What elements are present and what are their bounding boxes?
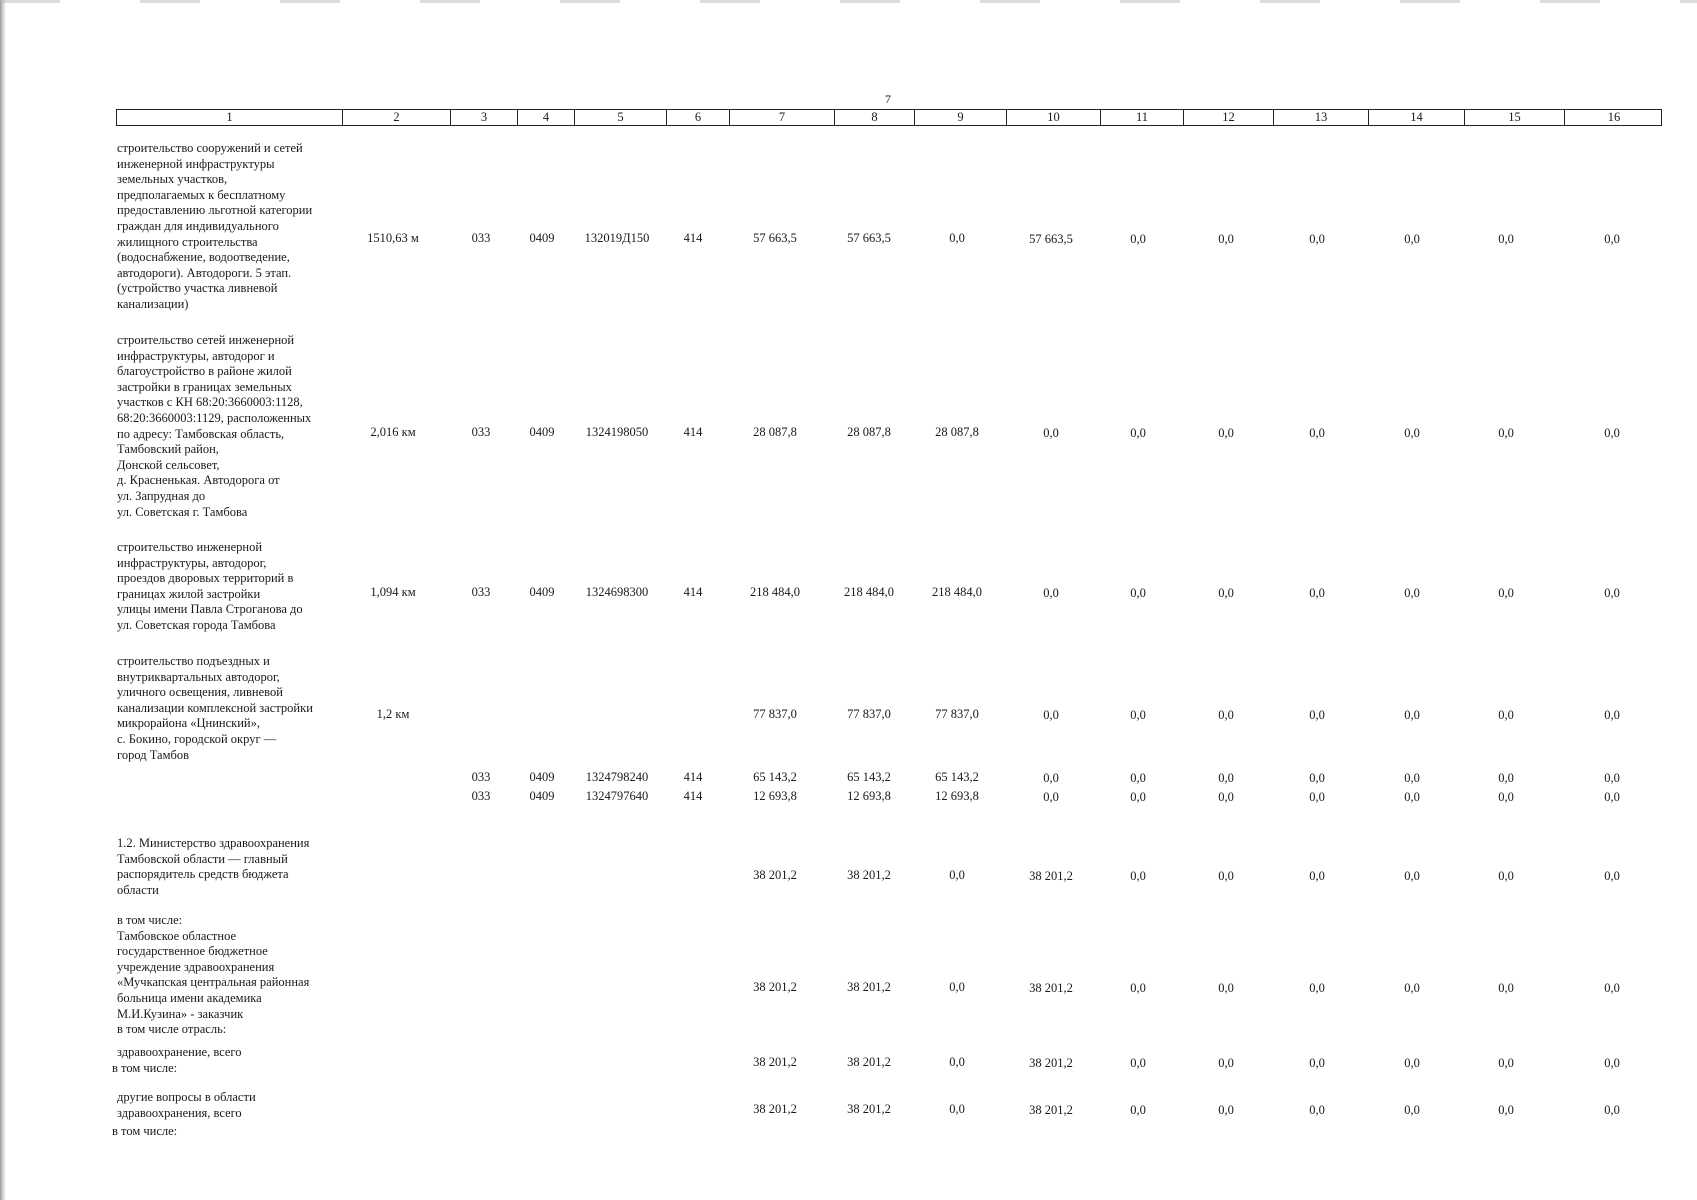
description-line: улицы имени Павла Строганова до <box>117 602 303 617</box>
table-cell-col-12: 0,0 <box>1218 790 1234 804</box>
row-description <box>117 540 342 634</box>
table-cell-col-4: 0409 <box>529 789 555 803</box>
table-cell-col-3: 033 <box>471 231 491 245</box>
table-cell-col-9: 12 693,8 <box>935 789 979 803</box>
table-cell-col-7: 28 087,8 <box>753 425 797 439</box>
table-cell-col-16: 0,0 <box>1604 708 1620 722</box>
table-cell-col-13: 0,0 <box>1309 426 1325 440</box>
row-description <box>117 333 342 520</box>
table-cell-col-12: 0,0 <box>1218 771 1234 785</box>
table-cell-col-15: 0,0 <box>1498 586 1514 600</box>
description-line: предоставлению льготной категории <box>117 203 313 218</box>
table-cell-col-10: 38 201,2 <box>1029 1103 1073 1117</box>
header-cell-2: 2 <box>342 110 450 125</box>
table-cell-col-10: 0,0 <box>1043 790 1059 804</box>
description-line: Тамбовской области — главный <box>117 851 288 866</box>
row-description <box>117 141 342 313</box>
table-cell-col-11: 0,0 <box>1130 232 1146 246</box>
row-description <box>117 1090 342 1121</box>
table-cell-col-15: 0,0 <box>1498 869 1514 883</box>
table-cell-col-14: 0,0 <box>1404 586 1420 600</box>
table-cell-col-13: 0,0 <box>1309 771 1325 785</box>
description-line: земельных участков, <box>117 172 228 187</box>
description-line: 1.2. Министерство здравоохранения <box>117 836 310 850</box>
table-cell-col-12: 0,0 <box>1218 869 1234 883</box>
description-line: Донской сельсовет, <box>117 457 220 472</box>
table-cell-col-7: 12 693,8 <box>753 789 797 803</box>
table-cell-col-6: 414 <box>683 770 703 784</box>
table-cell-col-7: 65 143,2 <box>753 770 797 784</box>
table-cell-col-13: 0,0 <box>1309 586 1325 600</box>
table-header-row <box>116 109 1662 126</box>
table-cell-col-13: 0,0 <box>1309 232 1325 246</box>
description-line: граждан для индивидуального <box>117 218 279 233</box>
table-cell-col-16: 0,0 <box>1604 426 1620 440</box>
table-cell-col-11: 0,0 <box>1130 1056 1146 1070</box>
table-cell-col-7: 38 201,2 <box>753 1055 797 1069</box>
table-cell-col-4: 0409 <box>529 585 555 599</box>
table-cell-col-13: 0,0 <box>1309 869 1325 883</box>
description-line: строительство сооружений и сетей <box>117 141 303 155</box>
table-cell-col-15: 0,0 <box>1498 771 1514 785</box>
table-cell-col-11: 0,0 <box>1130 869 1146 883</box>
header-cell-4: 4 <box>517 110 574 125</box>
table-cell-col-13: 0,0 <box>1309 790 1325 804</box>
table-cell-col-4: 0409 <box>529 770 555 784</box>
description-line: строительство инженерной <box>117 540 263 554</box>
table-cell-col-9: 0,0 <box>949 868 965 882</box>
table-cell-col-7: 38 201,2 <box>753 980 797 994</box>
table-cell-col-7: 77 837,0 <box>753 707 797 721</box>
table-cell-col-13: 0,0 <box>1309 1103 1325 1117</box>
description-line: участков с КН 68:20:3660003:1128, <box>117 395 303 410</box>
table-cell-col-2: 2,016 км <box>370 425 416 439</box>
row-description <box>117 913 342 1038</box>
table-cell-col-16: 0,0 <box>1604 771 1620 785</box>
table-cell-col-12: 0,0 <box>1218 586 1234 600</box>
table-cell-col-14: 0,0 <box>1404 790 1420 804</box>
description-line: с. Бокино, городской округ — <box>117 731 277 746</box>
description-line: здравоохранение, всего <box>117 1045 242 1059</box>
header-cell-3: 3 <box>450 110 517 125</box>
description-line: инфраструктуры, автодорог и <box>117 348 275 363</box>
table-cell-col-4: 0409 <box>529 231 555 245</box>
table-cell-col-9: 0,0 <box>949 1102 965 1116</box>
table-cell-col-12: 0,0 <box>1218 1056 1234 1070</box>
table-cell-col-14: 0,0 <box>1404 1103 1420 1117</box>
table-cell-col-15: 0,0 <box>1498 232 1514 246</box>
table-cell-col-16: 0,0 <box>1604 232 1620 246</box>
description-line: внутриквартальных автодорог, <box>117 669 280 684</box>
description-line: больница имени академика <box>117 990 262 1005</box>
table-cell-col-10: 0,0 <box>1043 586 1059 600</box>
description-line: по адресу: Тамбовская область, <box>117 426 285 441</box>
table-cell-col-15: 0,0 <box>1498 708 1514 722</box>
table-cell-col-16: 0,0 <box>1604 586 1620 600</box>
table-cell-col-6: 414 <box>683 789 703 803</box>
table-cell-col-16: 0,0 <box>1604 1103 1620 1117</box>
table-cell-col-7: 38 201,2 <box>753 1102 797 1116</box>
row-description <box>117 1045 342 1061</box>
description-line: автодороги). Автодороги. 5 этап. <box>117 265 292 280</box>
description-line: «Мучкапская центральная районная <box>117 975 310 990</box>
description-line: инфраструктуры, автодорог, <box>117 555 267 570</box>
table-cell-col-5: 1324797640 <box>585 789 649 803</box>
table-cell-col-10: 0,0 <box>1043 771 1059 785</box>
description-line: 68:20:3660003:1129, расположенных <box>117 410 312 425</box>
header-cell-11: 11 <box>1100 110 1183 125</box>
header-cell-15: 15 <box>1464 110 1564 125</box>
description-line: в том числе: <box>117 913 183 927</box>
table-cell-col-2: 1,094 км <box>370 585 416 599</box>
description-line: учреждение здравоохранения <box>117 959 275 974</box>
table-cell-col-7: 57 663,5 <box>753 231 797 245</box>
table-cell-col-10: 57 663,5 <box>1029 232 1073 246</box>
description-line: ул. Советская г. Тамбова <box>117 504 248 519</box>
table-cell-col-6: 414 <box>683 585 703 599</box>
scan-edge <box>0 0 6 1200</box>
table-cell-col-9: 0,0 <box>949 1055 965 1069</box>
label-in-that-number: в том числе: <box>112 1061 178 1075</box>
description-line: жилищного строительства <box>117 234 258 249</box>
description-line: город Тамбов <box>117 747 189 762</box>
table-cell-col-3: 033 <box>471 425 491 439</box>
description-line: д. Красненькая. Автодорога от <box>117 473 280 488</box>
description-line: застройки в границах земельных <box>117 379 292 394</box>
description-line: распорядитель средств бюджета <box>117 867 289 882</box>
table-cell-col-7: 218 484,0 <box>750 585 800 599</box>
table-cell-col-16: 0,0 <box>1604 790 1620 804</box>
description-line: строительство сетей инженерной <box>117 333 295 347</box>
table-cell-col-11: 0,0 <box>1130 426 1146 440</box>
description-line: проездов дворовых территорий в <box>117 571 294 586</box>
description-line: государственное бюджетное <box>117 944 268 959</box>
table-cell-col-10: 0,0 <box>1043 426 1059 440</box>
table-cell-col-10: 0,0 <box>1043 708 1059 722</box>
description-line: микрорайона «Цнинский», <box>117 716 260 731</box>
table-cell-col-5: 1324698300 <box>585 585 649 599</box>
table-cell-col-8: 77 837,0 <box>847 707 891 721</box>
description-line: М.И.Кузина» - заказчик <box>117 1006 244 1021</box>
row-description <box>117 836 342 898</box>
scan-edge-top <box>0 0 1697 3</box>
table-cell-col-8: 38 201,2 <box>847 1102 891 1116</box>
table-cell-col-6: 414 <box>683 425 703 439</box>
header-cell-13: 13 <box>1273 110 1368 125</box>
description-line: области <box>117 882 159 897</box>
table-cell-col-9: 28 087,8 <box>935 425 979 439</box>
description-line: ул. Запрудная до <box>117 488 206 503</box>
header-cell-8: 8 <box>834 110 914 125</box>
table-cell-col-5: 1324798240 <box>585 770 649 784</box>
header-cell-6: 6 <box>666 110 729 125</box>
table-cell-col-14: 0,0 <box>1404 232 1420 246</box>
table-cell-col-8: 28 087,8 <box>847 425 891 439</box>
table-cell-col-12: 0,0 <box>1218 981 1234 995</box>
description-line: строительство подъездных и <box>117 654 270 668</box>
table-cell-col-14: 0,0 <box>1404 869 1420 883</box>
table-cell-col-3: 033 <box>471 789 491 803</box>
table-cell-col-11: 0,0 <box>1130 771 1146 785</box>
table-cell-col-16: 0,0 <box>1604 981 1620 995</box>
table-cell-col-8: 12 693,8 <box>847 789 891 803</box>
table-cell-col-11: 0,0 <box>1130 981 1146 995</box>
description-line: уличного освещения, ливневой <box>117 685 283 700</box>
table-cell-col-9: 0,0 <box>949 980 965 994</box>
table-cell-col-14: 0,0 <box>1404 771 1420 785</box>
table-cell-col-15: 0,0 <box>1498 1056 1514 1070</box>
table-cell-col-14: 0,0 <box>1404 426 1420 440</box>
description-line: здравоохранения, всего <box>117 1105 242 1120</box>
table-cell-col-8: 38 201,2 <box>847 868 891 882</box>
description-line: канализации) <box>117 296 189 311</box>
table-cell-col-2: 1510,63 м <box>367 231 419 245</box>
table-cell-col-3: 033 <box>471 585 491 599</box>
table-cell-col-9: 0,0 <box>949 231 965 245</box>
table-cell-col-13: 0,0 <box>1309 708 1325 722</box>
table-cell-col-11: 0,0 <box>1130 1103 1146 1117</box>
table-cell-col-5: 132019Д150 <box>584 231 650 245</box>
table-cell-col-8: 218 484,0 <box>844 585 894 599</box>
table-cell-col-4: 0409 <box>529 425 555 439</box>
table-cell-col-13: 0,0 <box>1309 981 1325 995</box>
table-cell-col-10: 38 201,2 <box>1029 981 1073 995</box>
description-line: ул. Советская города Тамбова <box>117 617 276 632</box>
row-description <box>117 654 342 763</box>
table-cell-col-10: 38 201,2 <box>1029 1056 1073 1070</box>
table-cell-col-9: 77 837,0 <box>935 707 979 721</box>
header-cell-1: 1 <box>226 110 233 124</box>
description-line: (водоснабжение, водоотведение, <box>117 250 290 265</box>
table-cell-col-15: 0,0 <box>1498 426 1514 440</box>
label-in-that-number-2: в том числе: <box>112 1124 178 1138</box>
header-cell-16: 16 <box>1564 110 1663 125</box>
header-cell-7: 7 <box>729 110 834 125</box>
table-cell-col-15: 0,0 <box>1498 1103 1514 1117</box>
description-line: другие вопросы в области <box>117 1090 256 1104</box>
table-cell-col-9: 218 484,0 <box>932 585 982 599</box>
table-cell-col-12: 0,0 <box>1218 232 1234 246</box>
description-line: инженерной инфраструктуры <box>117 156 275 171</box>
table-cell-col-12: 0,0 <box>1218 1103 1234 1117</box>
header-cell-10: 10 <box>1006 110 1100 125</box>
description-line: в том числе отрасль: <box>117 1022 227 1037</box>
description-line: Тамбовский район, <box>117 442 219 457</box>
table-cell-col-9: 65 143,2 <box>935 770 979 784</box>
table-cell-col-2: 1,2 км <box>376 707 410 721</box>
description-line: благоустройство в районе жилой <box>117 364 292 379</box>
table-cell-col-3: 033 <box>471 770 491 784</box>
table-cell-col-13: 0,0 <box>1309 1056 1325 1070</box>
table-cell-col-10: 38 201,2 <box>1029 869 1073 883</box>
table-cell-col-14: 0,0 <box>1404 1056 1420 1070</box>
table-cell-col-12: 0,0 <box>1218 708 1234 722</box>
description-line: (устройство участка ливневой <box>117 281 278 296</box>
page-number: 7 <box>885 92 891 106</box>
table-cell-col-15: 0,0 <box>1498 790 1514 804</box>
description-line: предполагаемых к бесплатному <box>117 187 286 202</box>
table-cell-col-8: 57 663,5 <box>847 231 891 245</box>
table-cell-col-8: 38 201,2 <box>847 1055 891 1069</box>
description-line: границах жилой застройки <box>117 586 261 601</box>
table-cell-col-14: 0,0 <box>1404 981 1420 995</box>
table-cell-col-6: 414 <box>683 231 703 245</box>
table-cell-col-11: 0,0 <box>1130 790 1146 804</box>
table-cell-col-16: 0,0 <box>1604 1056 1620 1070</box>
table-cell-col-8: 38 201,2 <box>847 980 891 994</box>
table-cell-col-14: 0,0 <box>1404 708 1420 722</box>
table-cell-col-15: 0,0 <box>1498 981 1514 995</box>
table-cell-col-7: 38 201,2 <box>753 868 797 882</box>
table-cell-col-5: 1324198050 <box>585 425 649 439</box>
table-cell-col-11: 0,0 <box>1130 708 1146 722</box>
table-cell-col-16: 0,0 <box>1604 869 1620 883</box>
table-cell-col-12: 0,0 <box>1218 426 1234 440</box>
header-cell-9: 9 <box>914 110 1006 125</box>
description-line: Тамбовское областное <box>117 928 237 943</box>
description-line: канализации комплексной застройки <box>117 700 313 715</box>
header-cell-12: 12 <box>1183 110 1273 125</box>
table-cell-col-8: 65 143,2 <box>847 770 891 784</box>
header-cell-5: 5 <box>574 110 666 125</box>
header-cell-14: 14 <box>1368 110 1464 125</box>
table-cell-col-11: 0,0 <box>1130 586 1146 600</box>
